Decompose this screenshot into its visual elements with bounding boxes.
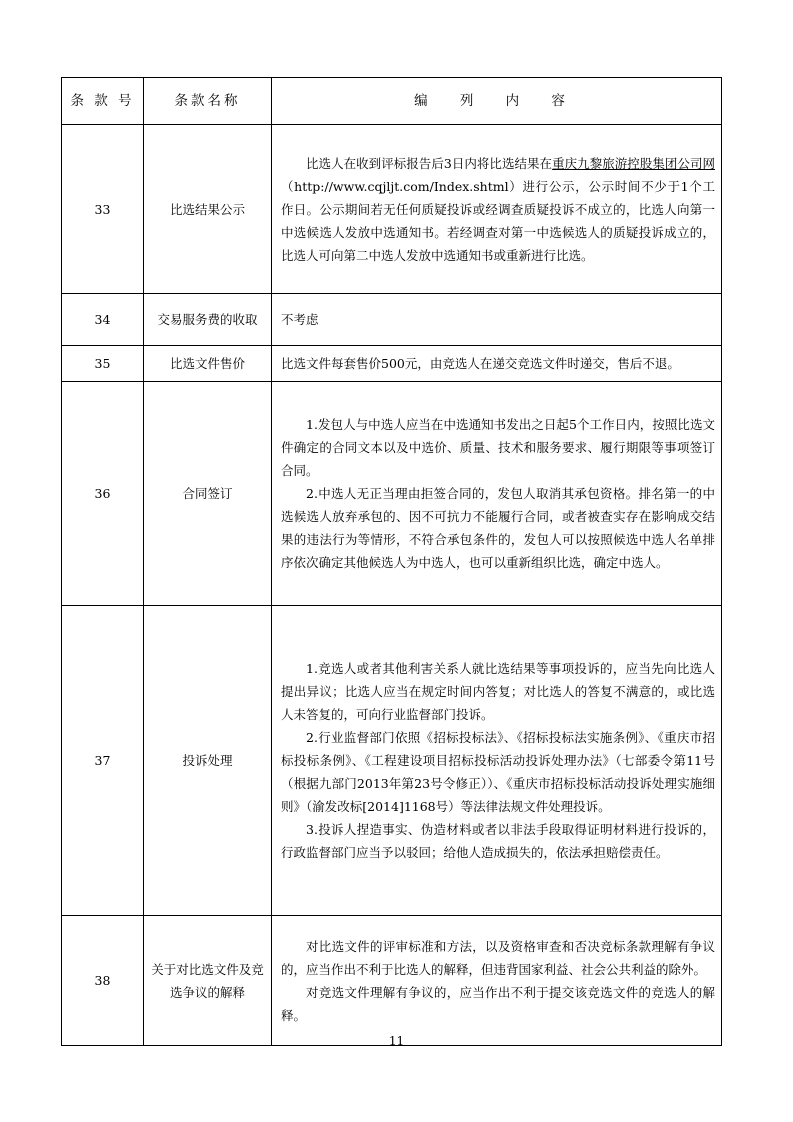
clause-no: 33 [62, 125, 144, 294]
content-paragraph: 2.中选人无正当理由拒签合同的，发包人取消其承包资格。排名第一的中选候选人放弃承包的、因不可抗力不能履行合同，或者被查实存在影响成交结果的违法行为等情形，不符合承包条件的，发包人可以按照候选中选人名单排序依次确定其他候选人为中选人，也可以重新组织比选，确定中选人。 [281, 486, 715, 570]
clause-table [61, 77, 722, 1046]
header-clause-no: 条 款 号 [62, 78, 144, 125]
content-text: 比选人在收到评标报告后3日内将比选结果在 [306, 155, 553, 171]
content-paragraph: 不考虑 [281, 312, 319, 327]
content-paragraph: 对比选文件的评审标准和方法，以及资格审查和否决竞标条款理解有争议的，应当作出不利于比选人的解释，但违背国家利益、社会公共利益的除外。 [281, 938, 715, 977]
clause-name: 比选结果公示 [144, 125, 272, 294]
company-website-link[interactable]: 重庆九黎旅游控股集团公司网 [552, 155, 715, 171]
content-paragraph: 1.竞选人或者其他利害关系人就比选结果等事项投诉的，应当先向比选人提出异议；比选人应当在规定时间内答复；对比选人的答复不满意的，或比选人未答复的，可向行业监督部门投诉。 [281, 661, 715, 722]
content-paragraph: 3.投诉人捏造事实、伪造材料或者以非法手段取得证明材料进行投诉的，行政监督部门应当予以驳回；给他人造成损失的，依法承担赔偿责任。 [281, 822, 715, 860]
clause-no: 38 [62, 916, 144, 1046]
clause-no: 34 [62, 294, 144, 346]
table-row [62, 125, 722, 294]
clause-no: 37 [62, 606, 144, 916]
clause-content [272, 346, 722, 382]
content-text: （http://www.cqjljt.com/Index.shtml）进行公示，公示时间不少于1个工作日。公示期间若无任何质疑投诉或经调查质疑投诉不成立的，比选人向第一中选候选人发放中选通知书。若经调查对第一中选候选人的质疑投诉成立的，比选人可向第二中选人发放中选通知书或重新进行比选。 [281, 178, 715, 263]
clause-no: 36 [62, 382, 144, 606]
table-row [62, 606, 722, 916]
clause-name: 比选文件售价 [144, 346, 272, 382]
clause-name: 交易服务费的收取 [144, 294, 272, 346]
page-number: 11 [388, 1034, 405, 1048]
clause-content [272, 125, 722, 294]
content-paragraph: 比选文件每套售价500元，由竞选人在递交竞选文件时递交，售后不退。 [281, 356, 680, 371]
content-paragraph: 2.行业监督部门依照《招标投标法》、《招标投标法实施条例》、《重庆市招标投标条例》、《工程建设项目招标投标活动投诉处理办法》（七部委令第11号（根据九部门2013年第23号令修正））、《重庆市招标投标活动投诉处理实施细则》（渝发改标[2014]1168号）等法律法规文件处理投诉。 [281, 730, 715, 814]
clause-content [272, 294, 722, 346]
clause-content [272, 916, 722, 1046]
clause-no: 35 [62, 346, 144, 382]
table-header-row [62, 78, 722, 125]
content-paragraph: 1.发包人与中选人应当在中选通知书发出之日起5个工作日内，按照比选文件确定的合同文本以及中选价、质量、技术和服务要求、履行期限等事项签订合同。 [281, 417, 715, 478]
clause-content [272, 382, 722, 606]
header-content: 编 列 内 容 [272, 78, 722, 125]
content-paragraph [281, 152, 715, 267]
header-clause-name: 条款名称 [144, 78, 272, 125]
table-row [62, 916, 722, 1046]
clause-name: 投诉处理 [144, 606, 272, 916]
table-row [62, 346, 722, 382]
content-paragraph: 对竞选文件理解有争议的，应当作出不利于提交该竞选文件的竞选人的解释。 [281, 984, 715, 1023]
table-row [62, 294, 722, 346]
clause-name: 关于对比选文件及竞选争议的解释 [144, 916, 272, 1046]
table-row [62, 382, 722, 606]
clause-content [272, 606, 722, 916]
clause-name: 合同签订 [144, 382, 272, 606]
